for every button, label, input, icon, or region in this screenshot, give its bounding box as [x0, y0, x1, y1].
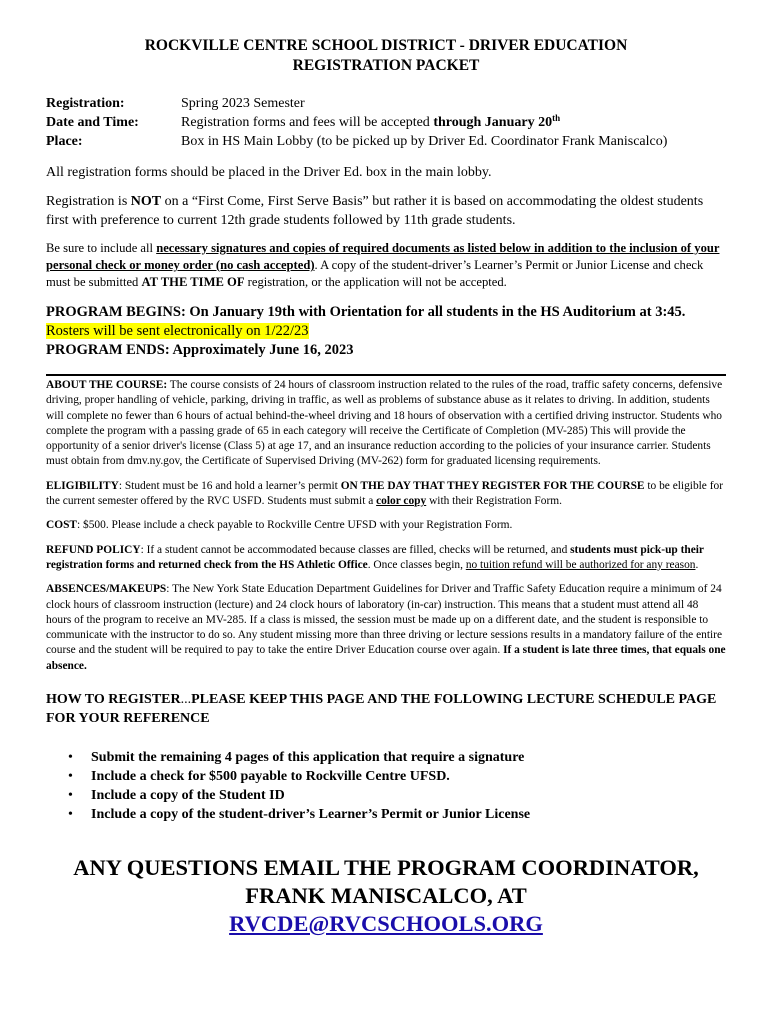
title-line-2: REGISTRATION PACKET: [292, 57, 480, 74]
refund-end: .: [695, 558, 699, 571]
refund-no-tuition: no tuition refund will be authorized for any reason: [465, 558, 696, 571]
about-text: The course consists of 24 hours of classroom instruction related to the rules of the road, traffic safety concerns, defensive driving, proper handling of vehicle, parking, driving in traffic, as well as problems of substance abuse as it relates to driving. In addition, students will complete no fewer than 6 hours of actual behind-the-wheel driving and 18 hours of observation with a certified driving instructor. Students who complete the program with a passing grade of 65 in each category will receive the Certificate of Completion (MV-285) This will provide the opportunity of a senior driver's license (Class 5) at age 17, and an insurance reduction according to the policies of your insurance carrier. Students must obtain from dmv.ny.gov, the Certificate of Supervised Driving (MV-262) form for graduated licensing requirements.: [46, 379, 723, 468]
rosters-highlight: Rosters will be sent electronically on 1/22/23: [46, 323, 309, 339]
eligibility-color-copy: color copy: [376, 495, 427, 508]
refund-policy-paragraph: [46, 543, 726, 574]
eligibility-label: ELIGIBILITY: [46, 479, 119, 492]
title-line-1: ROCKVILLE CENTRE SCHOOL DISTRICT - DRIVER EDUCATION: [144, 37, 628, 54]
list-item: [68, 786, 726, 805]
eligibility-register-day: ON THE DAY THAT THEY REGISTER FOR THE COURSE: [340, 479, 645, 492]
requirements-paragraph: [46, 240, 726, 291]
registration-info: [46, 94, 726, 151]
sure-pre: Be sure to include all: [46, 241, 154, 255]
registration-checklist: [46, 748, 726, 824]
absences-paragraph: [46, 582, 726, 674]
checklist-item-text: Include a copy of the student-driver’s Learner’s Permit or Junior License: [91, 807, 531, 823]
eligibility-end: with their Registration Form.: [429, 495, 562, 508]
how-to-register-heading: [46, 690, 726, 728]
eligibility-mid: to be eligible for the current semester offered by the RVC USFD. Students must submit a: [46, 479, 723, 508]
list-item: [68, 805, 726, 824]
registration-label: Registration:: [46, 96, 125, 111]
checklist-item-text: Submit the remaining 4 pages of this application that require a signature: [91, 750, 525, 766]
datetime-deadline: through January 20: [433, 115, 553, 130]
all-forms-paragraph: All registration forms should be placed in the Driver Ed. box in the main lobby.: [46, 165, 492, 180]
refund-pickup: students must pick-up their registration forms and returned check from the HS Athletic Office: [46, 543, 704, 571]
datetime-label: Date and Time:: [46, 115, 139, 130]
datetime-value: [181, 113, 726, 132]
checklist-item-text: Include a copy of the Student ID: [91, 788, 285, 804]
sure-required-docs: necessary signatures and copies of required documents as listed below in addition to the inclusion of your personal check or money order (no cash accepted): [46, 241, 720, 272]
refund-mid: . Once classes begin,: [367, 558, 463, 571]
program-ends: PROGRAM ENDS: Approximately June 16, 2023: [46, 342, 354, 358]
place-value: Box in HS Main Lobby (to be picked up by Driver Ed. Coordinator Frank Maniscalco): [181, 134, 668, 149]
absences-text: : The New York State Education Department Guidelines for Driver and Traffic Safety Education require a minimum of 24 clock hours of classroom instruction (lecture) and 24 clock hours of laboratory (in-car) instruction. This means that a student must attend all 48 hours of the program to receive an MV-285. If a class is missed, the session must be made up on a different date, and the student is responsible to communicate with the instructor to do so. Any student missing more than three driving or lecture sessions results in a mandatory failure of the entire course and the student will be required to pay to take the entire Driver Education course over again.: [46, 583, 723, 657]
checklist-item-text: Include a check for $500 payable to Rockville Centre UFSD.: [91, 769, 450, 785]
coordinator-email-link[interactable]: RVCDE@RVCSCHOOLS.ORG: [229, 911, 543, 937]
datetime-superscript: th: [552, 113, 561, 123]
reg-pre: Registration is: [46, 194, 128, 209]
absences-late-rule: If a student is late three times, that equals one absence.: [46, 644, 726, 672]
refund-label: REFUND POLICY: [46, 543, 141, 556]
bullet-icon: •: [68, 750, 73, 766]
section-divider: [46, 374, 726, 376]
page-title: [46, 36, 726, 76]
bullet-icon: •: [68, 807, 73, 823]
contact-footer: [46, 854, 726, 938]
refund-pre: : If a student cannot be accommodated because classes are filled, checks will be returned, and: [140, 543, 568, 556]
eligibility-pre: : Student must be 16 and hold a learner’s permit: [118, 479, 338, 492]
info-row-place: [46, 132, 726, 151]
registration-basis-paragraph: [46, 192, 726, 230]
eligibility-paragraph: [46, 479, 726, 510]
about-course-paragraph: [46, 378, 726, 470]
list-item: [68, 767, 726, 786]
howto-label: HOW TO REGISTER: [46, 692, 181, 708]
cost-text: : $500. Please include a check payable to Rockville Centre UFSD with your Registration Form.: [77, 519, 513, 532]
absences-label: ABSENCES/MAKEUPS: [46, 583, 167, 596]
info-row-datetime: [46, 113, 726, 132]
place-label: Place:: [46, 134, 83, 149]
cost-label: COST: [46, 519, 78, 532]
info-row-registration: [46, 94, 726, 113]
footer-line-1: ANY QUESTIONS EMAIL THE PROGRAM COORDINATOR,: [73, 855, 699, 881]
program-dates: [46, 303, 726, 360]
sure-mid: . A copy of the student-driver’s Learner’s Permit or Junior License and check must be submitted: [46, 258, 704, 289]
cost-paragraph: [46, 518, 726, 533]
reg-post: on a “First Come, First Serve Basis” but rather it is based on accommodating the oldest students first with preference to current 12th grade students followed by 11th grade students.: [46, 194, 704, 228]
about-label: ABOUT THE COURSE:: [46, 379, 168, 391]
datetime-value-text: Registration forms and fees will be accepted: [181, 115, 430, 130]
howto-dots: ...: [180, 692, 192, 708]
bullet-icon: •: [68, 769, 73, 785]
sure-end: registration, or the application will not be accepted.: [247, 275, 507, 289]
list-item: [68, 748, 726, 767]
bullet-icon: •: [68, 788, 73, 804]
howto-rest: PLEASE KEEP THIS PAGE AND THE FOLLOWING LECTURE SCHEDULE PAGE FOR YOUR REFERENCE: [46, 692, 717, 727]
footer-line-2: FRANK MANISCALCO, AT: [245, 883, 527, 909]
reg-not: NOT: [130, 194, 162, 209]
sure-time-of: AT THE TIME OF: [141, 275, 245, 289]
program-begins: PROGRAM BEGINS: On January 19th with Orientation for all students in the HS Auditorium at 3:45.: [46, 304, 686, 320]
registration-value: Spring 2023 Semester: [181, 96, 305, 111]
